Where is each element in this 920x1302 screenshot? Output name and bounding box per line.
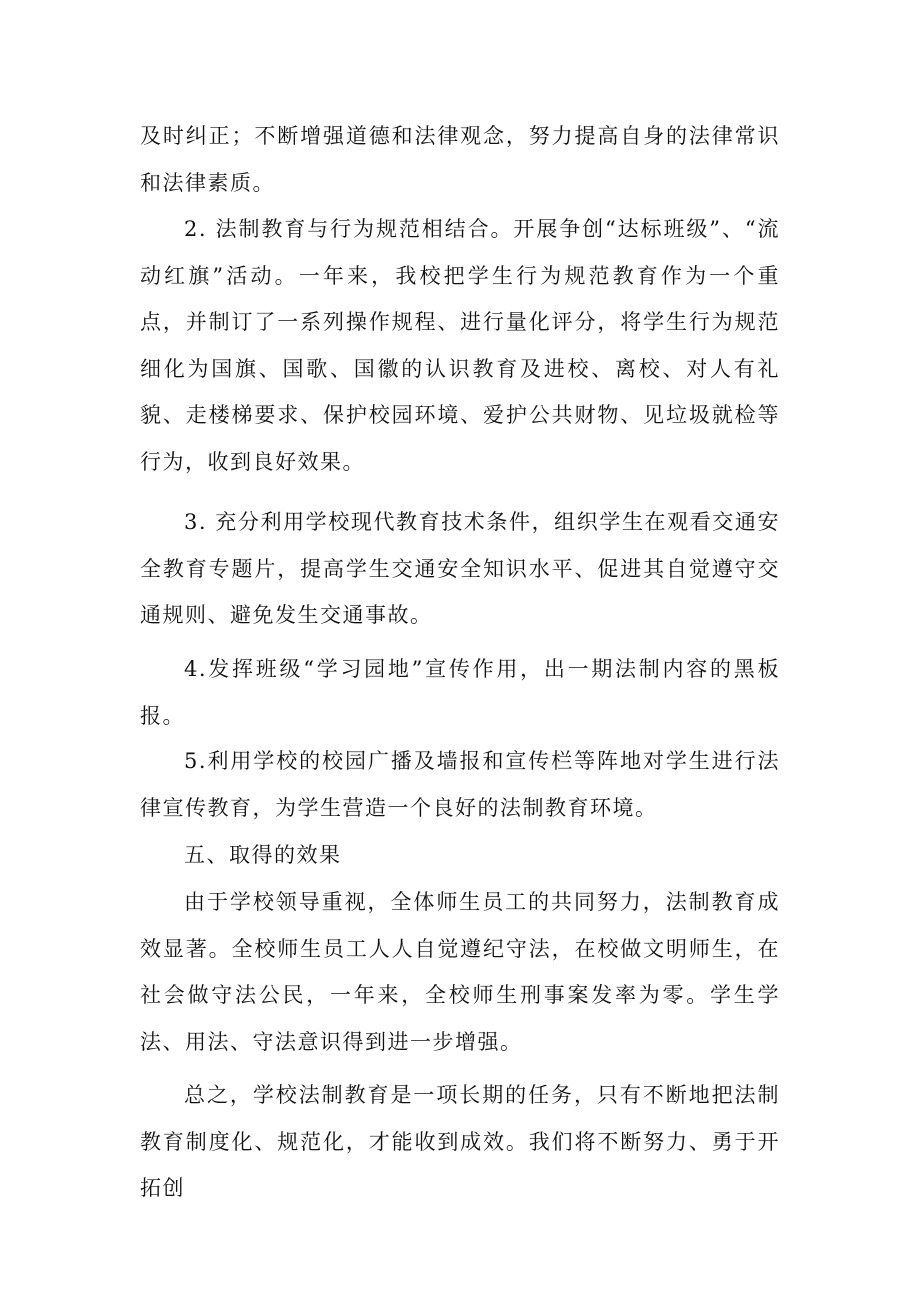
paragraph-item-4: 4.发挥班级“学习园地”宣传作用，出一期法制内容的黑板报。	[140, 657, 780, 728]
paragraph-conclusion: 总之，学校法制教育是一项长期的任务，只有不断地把法制教育制度化、规范化，才能收到成效。我们将不断努力、勇于开拓创	[140, 1083, 780, 1200]
section-heading-results: 五、取得的效果	[184, 843, 342, 867]
paragraph-item-5: 5.利用学校的校园广播及墙报和宣传栏等阵地对学生进行法律宣传教育，为学生营造一个良好的法制教育环境。	[140, 749, 780, 820]
paragraph-item-2: 2. 法制教育与行为规范相结合。开展争创“达标班级”、“流动红旗”活动。一年来，我校把学生行为规范教育作为一个重点，并制订了一系列操作规程、进行量化评分，将学生行为规范细化为国旗、国歌、国徽的认识教育及进校、离校、对人有礼貌、走楼梯要求、保护校园环境、爱护公共财物、见垃圾就检等行为，收到良好效果。	[140, 217, 780, 474]
paragraph-item-3: 3. 充分利用学校现代教育技术条件，组织学生在观看交通安全教育专题片，提高学生交通安全知识水平、促进其自觉遵守交通规则、避免发生交通事故。	[140, 510, 780, 627]
paragraph-continuation: 及时纠正；不断增强道德和法律观念，努力提高自身的法律常识和法律素质。	[140, 124, 780, 195]
paragraph-results: 由于学校领导重视，全体师生员工的共同努力，法制教育成效显著。全校师生员工人人自觉遵纪守法，在校做文明师生，在社会做守法公民，一年来，全校师生刑事案发率为零。学生学法、用法、守法意识得到进一步增强。	[140, 890, 780, 1054]
